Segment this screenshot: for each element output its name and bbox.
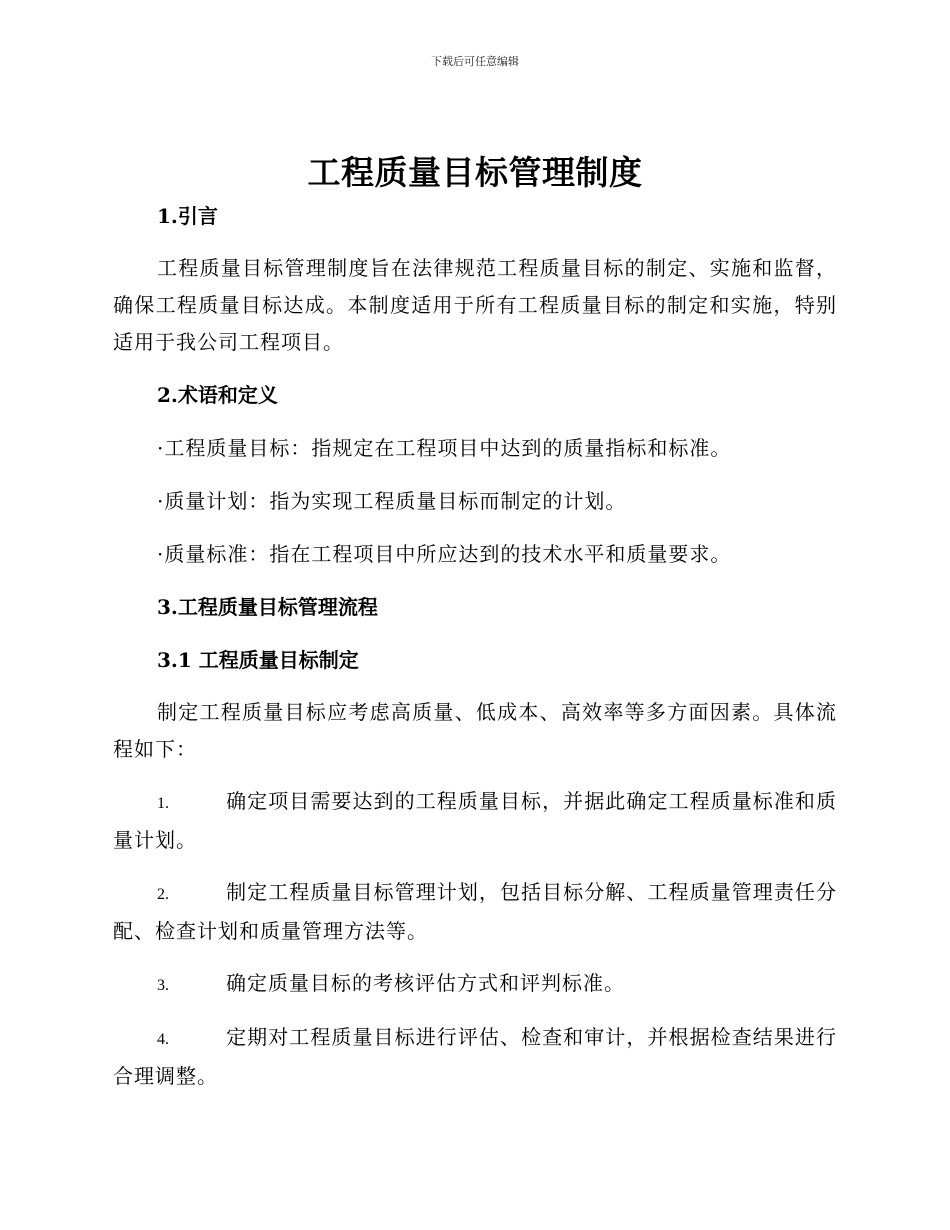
step-text: 制定工程质量目标管理计划，包括目标分解、工程质量管理责任分配、检查计划和质量管理方法等。 [113,880,837,943]
document-content [113,198,837,1095]
process-intro-paragraph: 制定工程质量目标应考虑高质量、低成本、高效率等多方面因素。具体流程如下： [113,700,837,761]
process-step [113,874,837,950]
step-text: 确定质量目标的考核评估方式和评判标准。 [226,971,625,995]
introduction-paragraph: 工程质量目标管理制度旨在法律规范工程质量目标的制定、实施和监督，确保工程质量目标达成。本制度适用于所有工程质量目标的制定和实施，特别适用于我公司工程项目。 [113,256,837,354]
term-item: ·质量标准：指在工程项目中所应达到的技术水平和质量要求。 [157,542,732,566]
step-number: 3. [157,977,169,994]
section-heading-process: 3.工程质量目标管理流程 [157,595,378,619]
process-step [113,965,837,1004]
step-number: 1. [157,795,169,812]
step-number: 2. [157,886,169,903]
header-note: 下载后可任意编辑 [431,55,519,68]
process-step [113,1019,837,1095]
document-title: 工程质量目标管理制度 [307,153,643,192]
process-step [113,783,837,859]
section-heading-introduction: 1.引言 [157,204,218,228]
step-number: 4. [157,1031,169,1048]
term-item: ·工程质量目标：指规定在工程项目中达到的质量指标和标准。 [157,436,732,460]
step-text: 确定项目需要达到的工程质量目标，并据此确定工程质量标准和质量计划。 [113,789,837,852]
subsection-heading-3-1: 3.1 工程质量目标制定 [157,648,359,672]
term-item: ·质量计划：指为实现工程质量目标而制定的计划。 [157,489,627,513]
section-heading-terms: 2.术语和定义 [157,383,278,407]
step-text: 定期对工程质量目标进行评估、检查和审计，并根据检查结果进行合理调整。 [113,1025,837,1088]
